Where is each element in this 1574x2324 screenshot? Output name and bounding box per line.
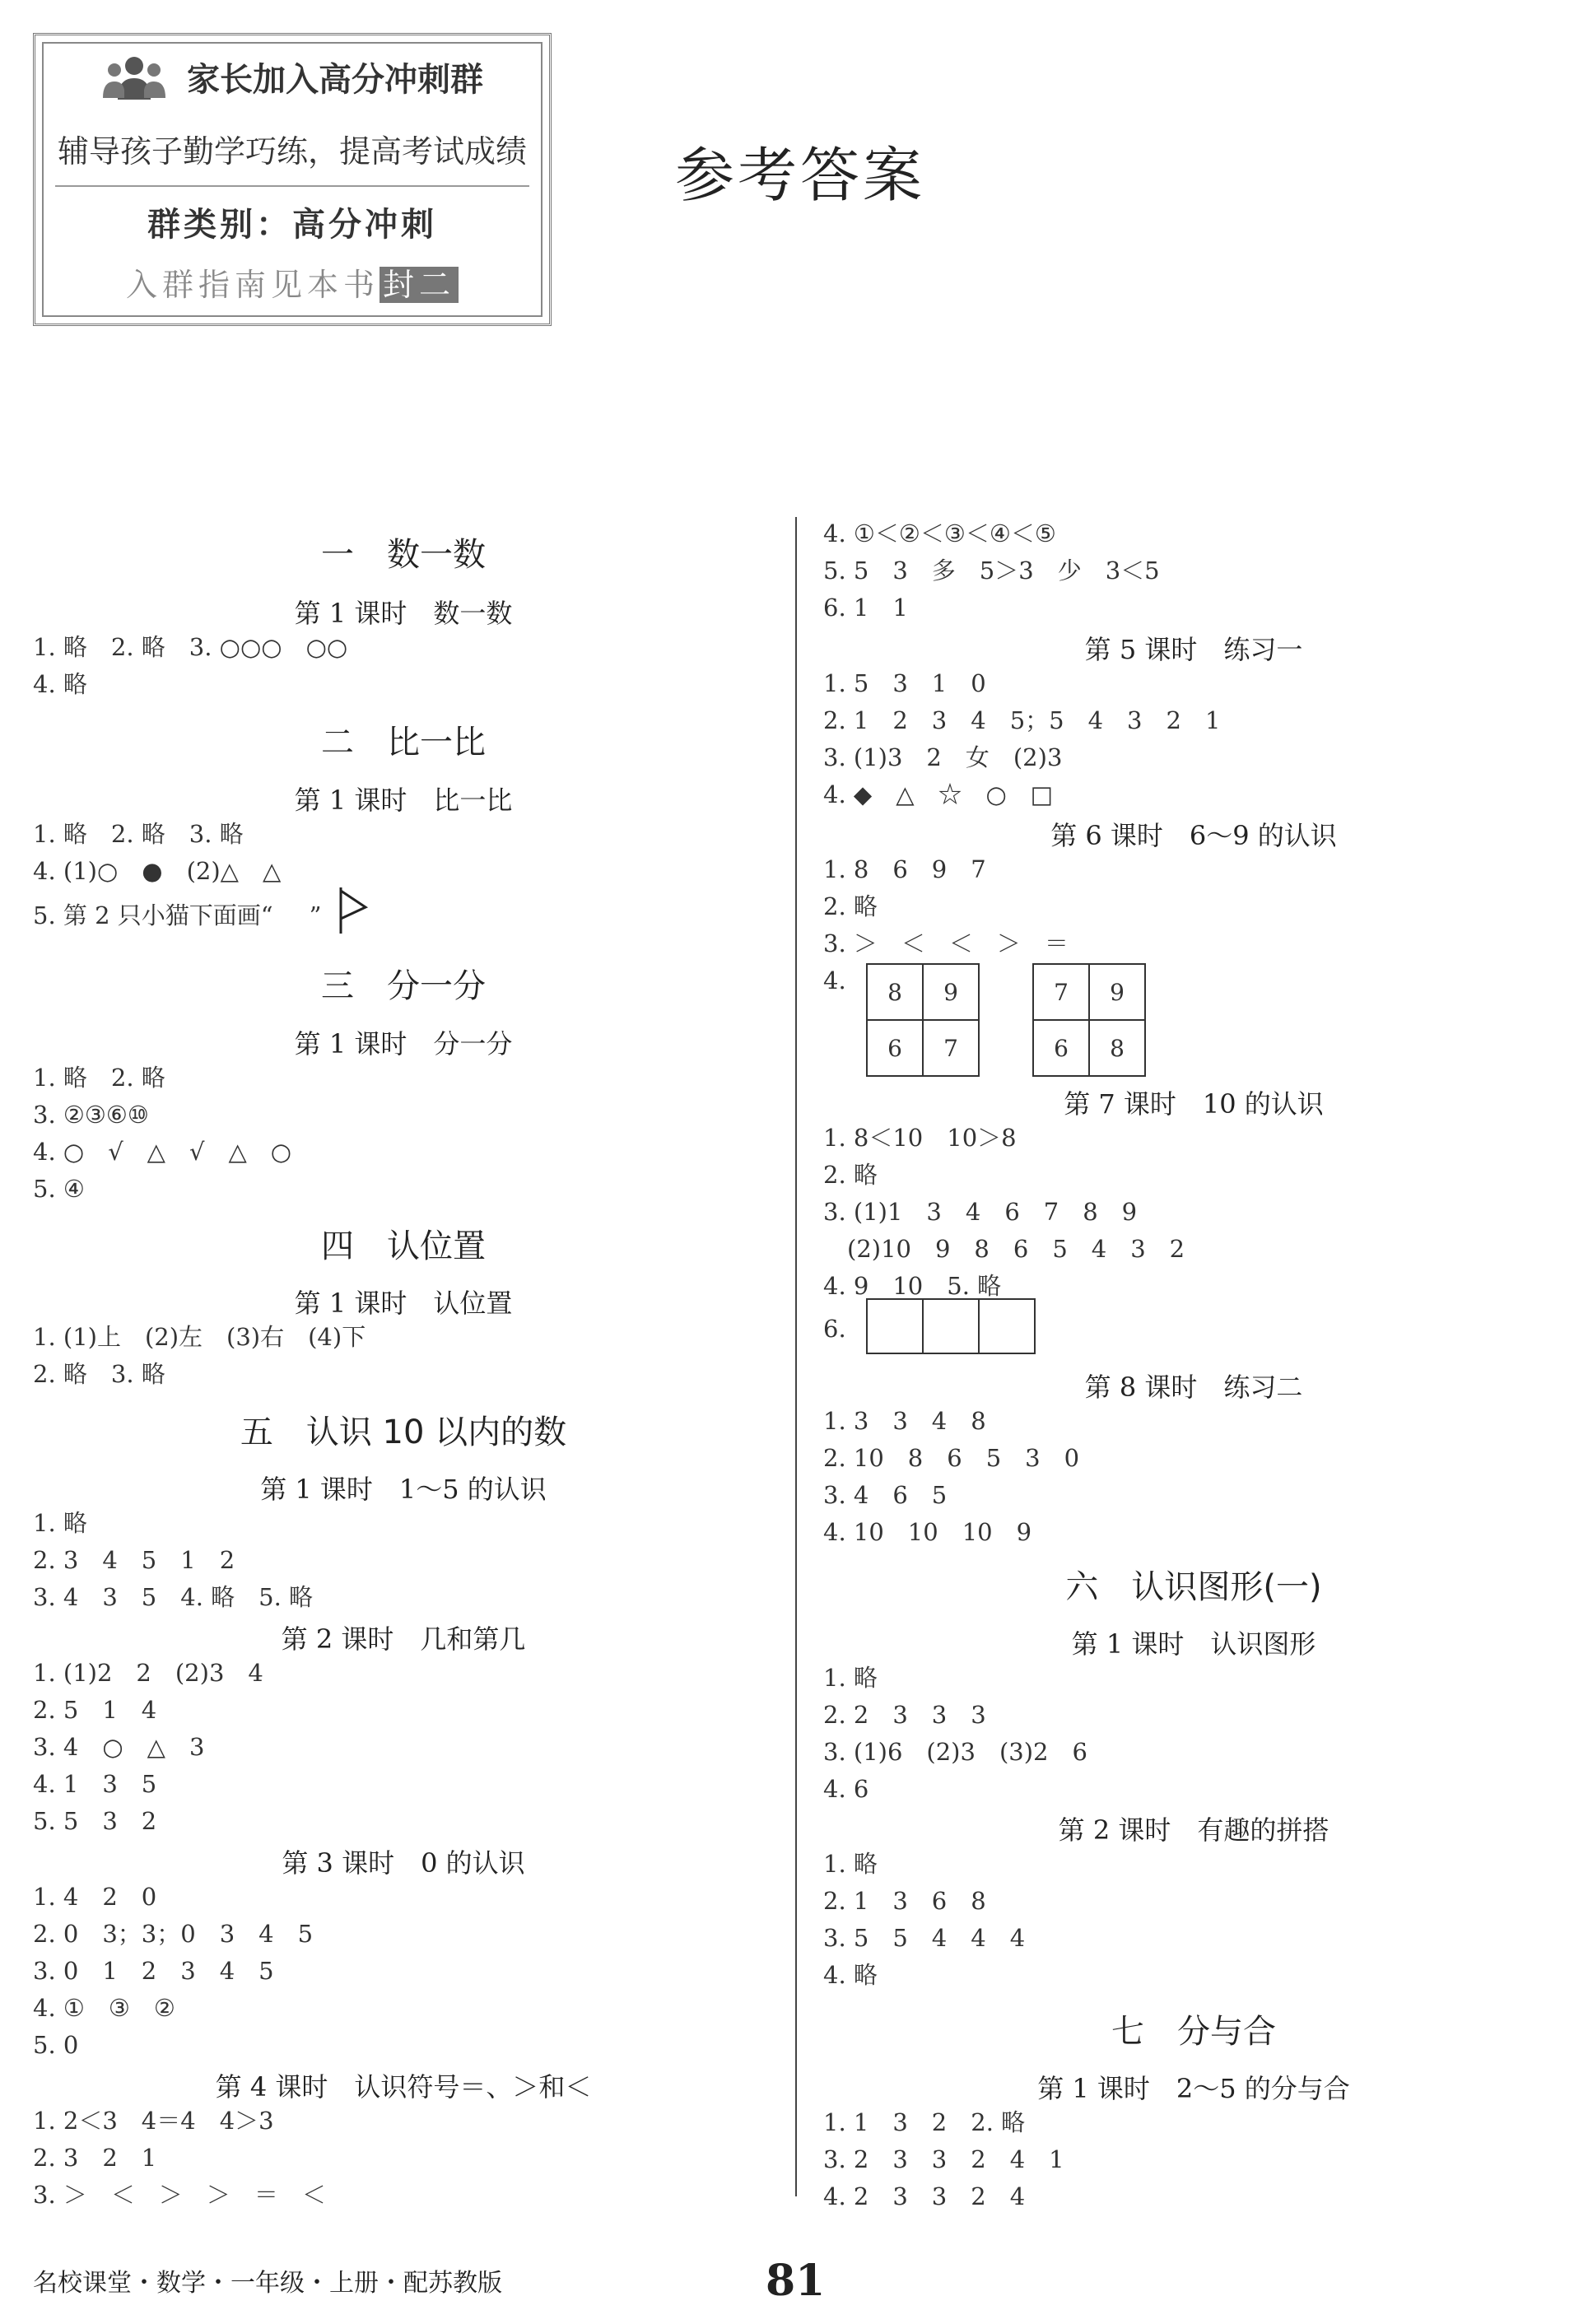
lesson-heading: 第 8 课时 练习二 xyxy=(1084,1372,1303,1403)
section-heading: 一 数一数 xyxy=(321,536,486,574)
promo-line4-prefix: 入群指南见本书 xyxy=(125,267,380,303)
answer-line: 4. ◆ △ ☆ ○ □ xyxy=(823,780,1054,808)
answer-line: 4. xyxy=(823,966,846,994)
section-heading: 二 比一比 xyxy=(321,724,486,761)
answer-boxes xyxy=(866,1298,1034,1354)
number-grid-2 xyxy=(1032,963,1146,1077)
answer-line: 3. 2 3 3 2 4 1 xyxy=(823,2145,1064,2173)
lesson-heading: 第 1 课时 认识图形 xyxy=(1071,1628,1316,1660)
lesson-heading: 第 3 课时 0 的认识 xyxy=(282,1847,525,1879)
answer-line: 2. 略 3. 略 xyxy=(33,1360,165,1388)
answer-line: 1. 4 2 0 xyxy=(33,1883,157,1911)
answer-line: 3. 4 3 5 4. 略 5. 略 xyxy=(33,1583,314,1611)
answer-line: 2. 0 3；3；0 3 4 5 xyxy=(33,1920,314,1948)
page-number: 81 xyxy=(766,2256,826,2306)
lesson-heading: 第 1 课时 1～5 的认识 xyxy=(260,1474,547,1505)
answer-line: 4. ① ③ ② xyxy=(33,1994,175,2022)
answer-line: 1. 3 3 4 8 xyxy=(823,1407,986,1435)
answer-line: 4. 6 xyxy=(823,1775,869,1803)
people-icon xyxy=(101,54,167,109)
answer-line: 2. 5 1 4 xyxy=(33,1696,157,1724)
grid-cell: 9 xyxy=(1089,964,1145,1020)
answer-line: 4. 1 3 5 xyxy=(33,1770,157,1798)
answer-line: 4. 9 10 5. 略 xyxy=(823,1272,1002,1300)
grid-cell: 6 xyxy=(1033,1020,1089,1076)
answer-line: 3. (1)1 3 4 6 7 8 9 xyxy=(823,1198,1138,1226)
answer-line: 1. 略 xyxy=(823,1664,878,1692)
answer-line: 4. 略 xyxy=(33,670,87,698)
answer-line: 3. 5 5 4 4 4 xyxy=(823,1924,1026,1952)
answer-line: 1. 2＜3 4＝4 4＞3 xyxy=(33,2107,274,2135)
promo-line4 xyxy=(44,259,541,305)
answer-line: 3. ＞ ＜ ＞ ＞ ＝ ＜ xyxy=(33,2181,326,2209)
grid-cell: 7 xyxy=(923,1020,979,1076)
answer-line: 2. 1 3 6 8 xyxy=(823,1887,986,1915)
answer-line: 2. 3 2 1 xyxy=(33,2144,157,2172)
grid-cell: 8 xyxy=(1089,1020,1145,1076)
promo-line4-highlight: 封二 xyxy=(380,267,459,303)
answer-line: 2. 略 xyxy=(823,1161,878,1189)
answer-line: 4. 略 xyxy=(823,1961,878,1989)
answer-line: 1. (1)上 (2)左 (3)右 (4)下 xyxy=(33,1323,366,1351)
section-heading: 六 认识图形(一) xyxy=(1065,1568,1322,1606)
answer-line: 2. 3 4 5 1 2 xyxy=(33,1546,235,1574)
answer-line: 1. 略 2. 略 3. 略 xyxy=(33,820,244,848)
lesson-heading: 第 2 课时 有趣的拼搭 xyxy=(1058,1814,1330,1846)
grid-cell: 8 xyxy=(867,964,923,1020)
promo-inner xyxy=(42,42,543,317)
answer-line: 1. 略 2. 略 xyxy=(33,1064,165,1092)
grid-cell: 9 xyxy=(923,964,979,1020)
answer-box xyxy=(978,1298,1036,1354)
answer-line: (2)10 9 8 6 5 4 3 2 xyxy=(823,1235,1185,1263)
promo-line2: 辅导孩子勤学巧练，提高考试成绩 xyxy=(57,133,527,170)
answer-line: 3. 4 ○ △ 3 xyxy=(33,1733,205,1761)
answer-line: 3. (1)6 (2)3 (3)2 6 xyxy=(823,1738,1087,1766)
number-grid-1 xyxy=(866,963,980,1077)
answer-line: 6. 1 1 xyxy=(823,594,908,622)
answer-line: 1. 1 3 2 2. 略 xyxy=(823,2108,1026,2136)
answer-line: 1. 8＜10 10＞8 xyxy=(823,1124,1017,1152)
page-title: 参考答案 xyxy=(675,141,926,210)
column-divider xyxy=(795,517,797,2196)
lesson-heading: 第 2 课时 几和第几 xyxy=(281,1623,526,1655)
answer-line: 1. 5 3 1 0 xyxy=(823,669,986,697)
flag-icon xyxy=(336,886,372,935)
answer-line xyxy=(33,901,321,930)
promo-divider xyxy=(55,185,529,187)
answer-box xyxy=(866,1298,924,1354)
answer-line: 5. 5 3 多 5＞3 少 3＜5 xyxy=(823,557,1160,584)
lesson-heading: 第 1 课时 数一数 xyxy=(294,598,513,629)
answer-line: 1. 略 xyxy=(33,1509,87,1537)
lesson-heading: 第 6 课时 6～9 的认识 xyxy=(1050,820,1337,851)
section-heading: 七 分与合 xyxy=(1111,2013,1276,2051)
answer-line: 2. 2 3 3 3 xyxy=(823,1701,986,1729)
lesson-heading: 第 4 课时 认识符号＝、＞和＜ xyxy=(215,2071,592,2103)
answer-line: 1. 略 2. 略 3. ○○○ ○○ xyxy=(33,633,348,661)
lesson-heading: 第 1 课时 认位置 xyxy=(294,1288,513,1319)
answer-line: 3. ＞ ＜ ＜ ＞ ＝ xyxy=(823,929,1069,957)
answer-line: 4. ①＜②＜③＜④＜⑤ xyxy=(823,519,1056,547)
answer-line: 5. 5 3 2 xyxy=(33,1807,157,1835)
lesson-heading: 第 1 课时 2～5 的分与合 xyxy=(1037,2073,1350,2104)
answer-line: 2. 略 xyxy=(823,892,878,920)
promo-headline xyxy=(44,54,541,109)
grid-cell: 7 xyxy=(1033,964,1089,1020)
answer-line: 4. (1)○ ● (2)△ △ xyxy=(33,857,282,885)
promo-box xyxy=(33,33,552,326)
answer-line: 3. (1)3 2 女 (2)3 xyxy=(823,743,1063,771)
answer-line: 4. 10 10 10 9 xyxy=(823,1518,1032,1546)
lesson-heading: 第 5 课时 练习一 xyxy=(1084,634,1303,665)
lesson-heading: 第 1 课时 比一比 xyxy=(294,785,513,816)
answer-line: 5. 0 xyxy=(33,2031,79,2059)
answer-line: 1. 略 xyxy=(823,1850,878,1878)
lesson-heading: 第 1 课时 分一分 xyxy=(294,1028,513,1060)
grid-cell: 6 xyxy=(867,1020,923,1076)
section-heading: 四 认位置 xyxy=(321,1227,486,1265)
answer-line: 2. 10 8 6 5 3 0 xyxy=(823,1444,1080,1472)
promo-line1: 家长加入高分冲刺群 xyxy=(187,61,483,99)
answer-box xyxy=(922,1298,980,1354)
answer-line: 3. 4 6 5 xyxy=(823,1481,948,1509)
answer-line: 5. ④ xyxy=(33,1175,85,1203)
book-info: 名校课堂・数学・一年级・上册・配苏教版 xyxy=(33,2269,502,2298)
section-heading: 五 认识 10 以内的数 xyxy=(240,1413,567,1451)
section-heading: 三 分一分 xyxy=(321,967,486,1005)
answer-line: 1. (1)2 2 (2)3 4 xyxy=(33,1659,263,1687)
answer-text: 5. 第 2 只小猫下面画“ xyxy=(33,901,273,929)
answer-line: 2. 1 2 3 4 5；5 4 3 2 1 xyxy=(823,706,1221,734)
lesson-heading: 第 7 课时 10 的认识 xyxy=(1064,1088,1324,1120)
answer-text-end: ” xyxy=(309,901,322,929)
answer-line: 4. ○ √ △ √ △ ○ xyxy=(33,1138,292,1166)
answer-line: 4. 2 3 3 2 4 xyxy=(823,2182,1026,2210)
promo-line3: 群类别：高分冲刺 xyxy=(147,206,437,244)
answer-line: 3. 0 1 2 3 4 5 xyxy=(33,1957,274,1985)
answer-line: 3. ②③⑥⑩ xyxy=(33,1101,149,1129)
answer-line: 1. 8 6 9 7 xyxy=(823,855,986,883)
answer-line: 6. xyxy=(823,1315,846,1343)
